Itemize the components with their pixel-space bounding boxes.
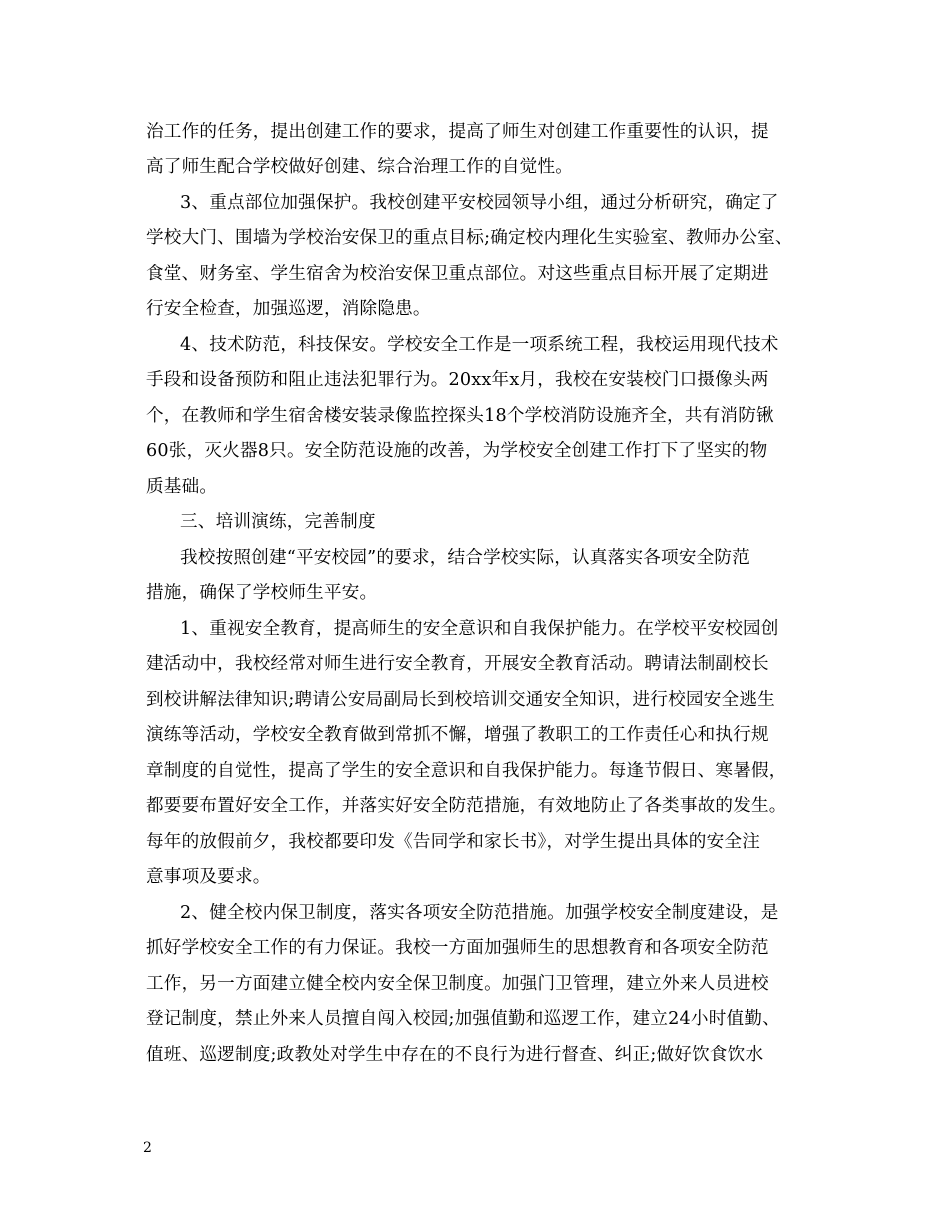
text-line: 行安全检查，加强巡逻，消除隐患。	[146, 299, 431, 319]
text-line: 意事项及要求。	[146, 867, 271, 887]
text-line: 1、重视安全教育，提高师生的安全意识和自我保护能力。在学校平安校园创	[180, 619, 779, 639]
text-line: 值班、巡逻制度;政教处对学生中存在的不良行为进行督查、纠正;做好饮食饮水	[146, 1045, 764, 1065]
text-line: 登记制度，禁止外来人员擅自闯入校园;加强值勤和巡逻工作，建立24小时值勤、	[146, 1009, 780, 1029]
text-line: 3、重点部位加强保护。我校创建平安校园领导小组，通过分析研究，确定了	[180, 193, 779, 213]
text-line: 学校大门、围墙为学校治安保卫的重点目标;确定校内理化生实验室、教师办公室、	[146, 228, 793, 248]
text-line: 食堂、财务室、学生宿舍为校治安保卫重点部位。对这些重点目标开展了定期进	[146, 264, 769, 284]
text-line: 措施，确保了学校师生平安。	[146, 583, 378, 603]
text-line: 2、健全校内保卫制度，落实各项安全防范措施。加强学校安全制度建设，是	[180, 903, 779, 923]
text-line: 抓好学校安全工作的有力保证。我校一方面加强师生的思想教育和各项安全防范	[146, 938, 769, 958]
text-line: 治工作的任务，提出创建工作的要求，提高了师生对创建工作重要性的认识，提	[146, 122, 769, 142]
text-line: 建活动中，我校经常对师生进行安全教育，开展安全教育活动。聘请法制副校长	[146, 654, 769, 674]
text-line: 工作，另一方面建立健全校内安全保卫制度。加强门卫管理，建立外来人员进校	[146, 974, 769, 994]
text-line: 章制度的自觉性，提高了学生的安全意识和自我保护能力。每逢节假日、寒暑假，	[146, 761, 787, 781]
section-heading: 三、培训演练，完善制度	[180, 512, 376, 532]
text-line: 4、技术防范，科技保安。学校安全工作是一项系统工程，我校运用现代技术	[180, 335, 779, 355]
text-line: 质基础。	[146, 477, 218, 497]
text-line: 到校讲解法律知识;聘请公安局副局长到校培训交通安全知识，进行校园安全逃生	[146, 690, 775, 710]
page-number: 2	[143, 1140, 152, 1156]
text-line: 我校按照创建“平安校园”的要求，结合学校实际，认真落实各项安全防范	[180, 548, 750, 568]
text-line: 演练等活动，学校安全教育做到常抓不懈，增强了教职工的工作责任心和执行规	[146, 725, 769, 745]
text-line: 个，在教师和学生宿舍楼安装录像监控探头18个学校消防设施齐全，共有消防锹	[146, 406, 774, 426]
text-line: 每年的放假前夕，我校都要印发《告同学和家长书》，对学生提出具体的安全注	[146, 832, 760, 852]
text-line: 高了师生配合学校做好创建、综合治理工作的自觉性。	[146, 157, 574, 177]
text-line: 手段和设备预防和阻止违法犯罪行为。20xx年x月，我校在安装校门口摄像头两	[146, 370, 769, 390]
text-line: 60张，灭火器8只。安全防范设施的改善，为学校安全创建工作打下了坚实的物	[146, 441, 768, 461]
text-line: 都要要布置好安全工作，并落实好安全防范措施，有效地防止了各类事故的发生。	[146, 796, 787, 816]
